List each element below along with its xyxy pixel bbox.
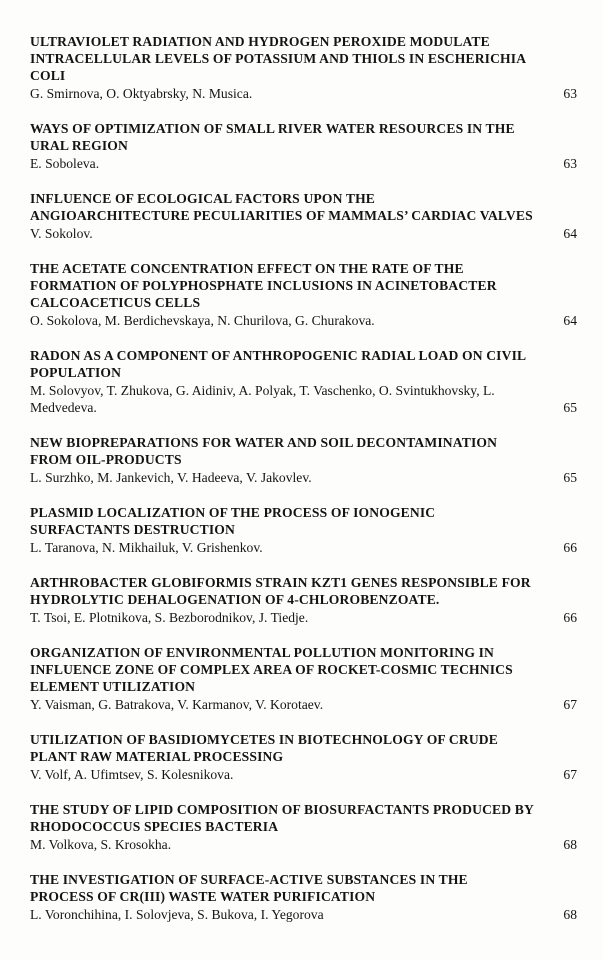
entry-page-number: 68 xyxy=(563,907,577,922)
entry-title: RADON AS A COMPONENT OF ANTHROPOGENIC RADIAL LOAD ON CIVIL POPULATION xyxy=(30,348,526,380)
entry-authors: M. Volkova, S. Krosokha. xyxy=(30,837,172,852)
entry-title: UTILIZATION OF BASIDIOMYCETES IN BIOTECHNOLOGY OF CRUDE PLANT RAW MATERIAL PROCESSING xyxy=(30,732,498,764)
toc-entry xyxy=(30,731,577,783)
entry-meta-row xyxy=(30,766,577,783)
entry-page-number: 66 xyxy=(563,540,577,555)
entry-meta-row xyxy=(30,155,577,172)
toc-entry xyxy=(30,801,577,853)
toc-entry xyxy=(30,504,577,556)
entry-title: ULTRAVIOLET RADIATION AND HYDROGEN PEROXIDE MODULATE INTRACELLULAR LEVELS OF POTASSIUM AND THIOLS IN ESCHERICHIA COLI xyxy=(30,34,526,83)
entry-page-number: 67 xyxy=(563,767,577,782)
entry-page-number: 65 xyxy=(563,470,577,485)
entry-title: ORGANIZATION OF ENVIRONMENTAL POLLUTION MONITORING IN INFLUENCE ZONE OF COMPLEX AREA OF ROCKET-COSMIC TECHNICS ELEMENT UTILIZATION xyxy=(30,645,513,694)
entry-authors: L. Voronchihina, I. Solovjeva, S. Bukova, I. Yegorova xyxy=(30,907,324,922)
entry-meta-row xyxy=(30,382,577,416)
toc-entry xyxy=(30,33,577,102)
entry-page-number: 65 xyxy=(563,400,577,415)
toc-entry xyxy=(30,644,577,713)
toc-entry xyxy=(30,574,577,626)
entry-title: ARTHROBACTER GLOBIFORMIS STRAIN KZT1 GENES RESPONSIBLE FOR HYDROLYTIC DEHALOGENATION OF 4-CHLOROBENZOATE. xyxy=(30,575,531,607)
entry-page-number: 66 xyxy=(563,610,577,625)
entry-meta-row xyxy=(30,469,577,486)
toc-entry xyxy=(30,434,577,486)
entry-title: THE STUDY OF LIPID COMPOSITION OF BIOSURFACTANTS PRODUCED BY RHODOCOCCUS SPECIES BACTERIA xyxy=(30,802,534,834)
entry-meta-row xyxy=(30,539,577,556)
toc-entry xyxy=(30,120,577,172)
entry-authors: L. Taranova, N. Mikhailuk, V. Grishenkov. xyxy=(30,540,263,555)
entry-page-number: 68 xyxy=(563,837,577,852)
entry-meta-row xyxy=(30,609,577,626)
entry-authors: V. Volf, A. Ufimtsev, S. Kolesnikova. xyxy=(30,767,234,782)
entry-page-number: 63 xyxy=(563,86,577,101)
entry-meta-row xyxy=(30,696,577,713)
entry-page-number: 64 xyxy=(563,313,577,328)
entry-title: WAYS OF OPTIMIZATION OF SMALL RIVER WATER RESOURCES IN THE URAL REGION xyxy=(30,121,515,153)
entry-meta-row xyxy=(30,906,577,923)
entry-title: PLASMID LOCALIZATION OF THE PROCESS OF IONOGENIC SURFACTANTS DESTRUCTION xyxy=(30,505,436,537)
entry-page-number: 63 xyxy=(563,156,577,171)
entry-meta-row xyxy=(30,225,577,242)
entry-authors: E. Soboleva. xyxy=(30,156,100,171)
entry-authors: L. Surzhko, M. Jankevich, V. Hadeeva, V. Jakovlev. xyxy=(30,470,312,485)
toc-entry xyxy=(30,871,577,923)
toc-entry xyxy=(30,260,577,329)
entry-page-number: 64 xyxy=(563,226,577,241)
entry-title: THE ACETATE CONCENTRATION EFFECT ON THE RATE OF THE FORMATION OF POLYPHOSPHATE INCLUSIONS IN ACINETOBACTER CALCOACETICUS CELLS xyxy=(30,261,497,310)
table-of-contents xyxy=(30,33,577,923)
entry-authors: Y. Vaisman, G. Batrakova, V. Karmanov, V. Korotaev. xyxy=(30,697,324,712)
entry-meta-row xyxy=(30,836,577,853)
entry-authors: V. Sokolov. xyxy=(30,226,93,241)
entry-authors: G. Smirnova, O. Oktyabrsky, N. Musica. xyxy=(30,86,253,101)
entry-title: INFLUENCE OF ECOLOGICAL FACTORS UPON THE ANGIOARCHITECTURE PECULIARITIES OF MAMMALS’ CARDIAC VALVES xyxy=(30,191,533,223)
entry-title: THE INVESTIGATION OF SURFACE-ACTIVE SUBSTANCES IN THE PROCESS OF CR(III) WASTE WATER PURIFICATION xyxy=(30,872,468,904)
entry-meta-row xyxy=(30,312,577,329)
entry-page-number: 67 xyxy=(563,697,577,712)
toc-entry xyxy=(30,347,577,416)
entry-authors: M. Solovyov, T. Zhukova, G. Aidiniv, A. Polyak, T. Vaschenko, O. Svintukhovsky, L. Medvedeva. xyxy=(30,383,495,415)
toc-entry xyxy=(30,190,577,242)
entry-meta-row xyxy=(30,85,577,102)
entry-title: NEW BIOPREPARATIONS FOR WATER AND SOIL DECONTAMINATION FROM OIL-PRODUCTS xyxy=(30,435,498,467)
entry-authors: T. Tsoi, E. Plotnikova, S. Bezborodnikov, J. Tiedje. xyxy=(30,610,309,625)
entry-authors: O. Sokolova, M. Berdichevskaya, N. Churilova, G. Churakova. xyxy=(30,313,375,328)
